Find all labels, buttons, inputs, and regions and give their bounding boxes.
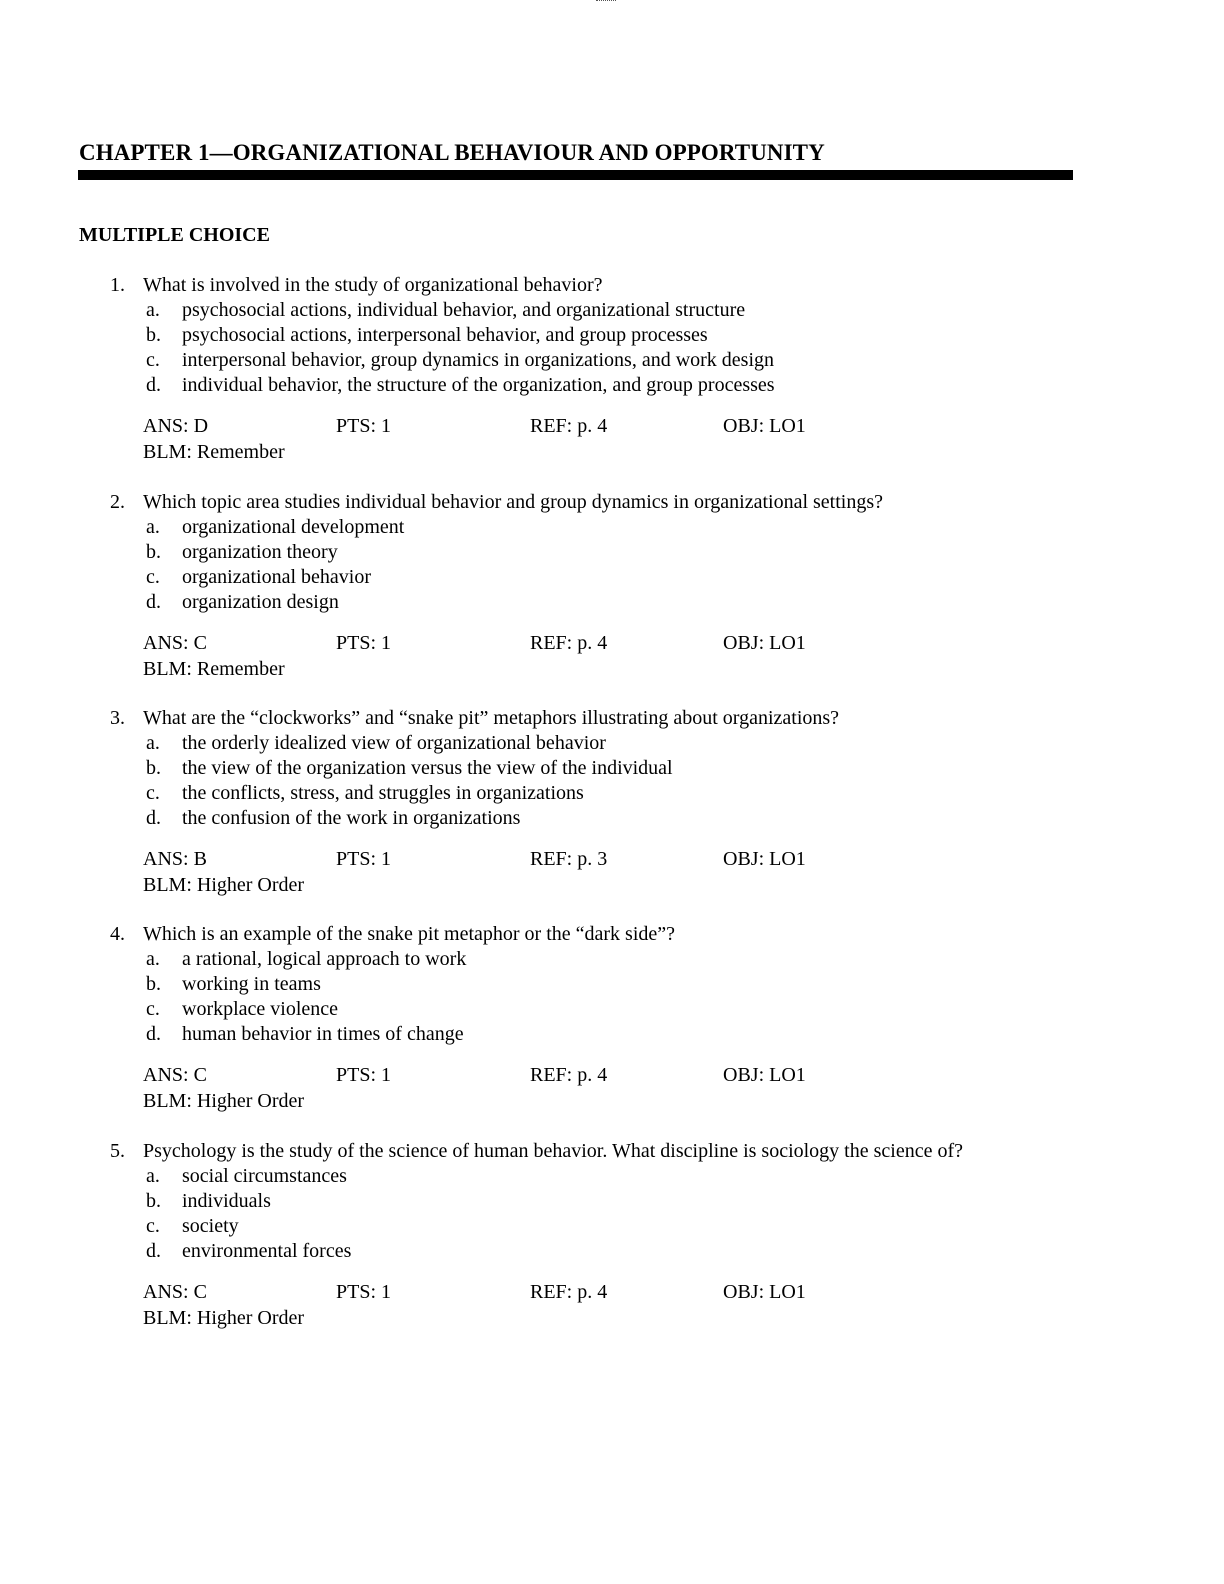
question-text: What is involved in the study of organizational behavior?: [143, 274, 603, 296]
answer-meta-row: [0, 413, 1224, 439]
answer-meta-row: [0, 1062, 1224, 1088]
learning-objective: OBJ: LO1: [723, 1064, 806, 1086]
choice-text: a rational, logical approach to work: [182, 948, 467, 970]
bloom-level: BLM: Higher Order: [143, 1307, 305, 1329]
points: PTS: 1: [336, 415, 392, 437]
question-stem: [0, 490, 1224, 515]
choice-letter: d.: [146, 1023, 161, 1045]
choice-b: [0, 756, 1224, 781]
choice-d: [0, 1022, 1224, 1047]
choice-text: organizational development: [182, 516, 405, 538]
choice-a: [0, 298, 1224, 323]
choice-letter: b.: [146, 1190, 161, 1212]
question-stem: [0, 273, 1224, 298]
choice-d: [0, 590, 1224, 615]
choice-letter: a.: [146, 1165, 160, 1187]
choice-letter: d.: [146, 1240, 161, 1262]
question-4: [0, 922, 1224, 1114]
bloom-row: [0, 1305, 1224, 1331]
question-number: 2.: [110, 491, 125, 513]
points: PTS: 1: [336, 1281, 392, 1303]
choice-text: the orderly idealized view of organizational behavior: [182, 732, 606, 754]
question-number: 1.: [110, 274, 125, 296]
question-stem: [0, 706, 1224, 731]
choice-b: [0, 540, 1224, 565]
choice-letter: b.: [146, 973, 161, 995]
title-rule: [78, 170, 1073, 180]
choice-text: the confusion of the work in organizations: [182, 807, 521, 829]
choice-d: [0, 806, 1224, 831]
answer-key: ANS: C: [143, 1064, 207, 1086]
page-top-mark: [596, 0, 616, 3]
bloom-row: [0, 439, 1224, 465]
choice-text: human behavior in times of change: [182, 1023, 464, 1045]
points: PTS: 1: [336, 632, 392, 654]
page-reference: REF: p. 4: [530, 632, 608, 654]
question-text: What are the “clockworks” and “snake pit” metaphors illustrating about organizations?: [143, 707, 840, 729]
choice-letter: a.: [146, 299, 160, 321]
choice-letter: b.: [146, 541, 161, 563]
question-3: [0, 706, 1224, 898]
choice-letter: a.: [146, 948, 160, 970]
choice-text: the view of the organization versus the view of the individual: [182, 757, 673, 779]
choice-text: environmental forces: [182, 1240, 352, 1262]
question-text: Psychology is the study of the science of human behavior. What discipline is sociology the science of?: [143, 1140, 963, 1162]
points: PTS: 1: [336, 848, 392, 870]
choice-letter: a.: [146, 732, 160, 754]
question-2: [0, 490, 1224, 682]
choice-letter: c.: [146, 1215, 160, 1237]
choice-text: society: [182, 1215, 239, 1237]
choice-letter: d.: [146, 374, 161, 396]
answer-meta-row: [0, 846, 1224, 872]
learning-objective: OBJ: LO1: [723, 632, 806, 654]
choice-text: organizational behavior: [182, 566, 372, 588]
question-text: Which is an example of the snake pit metaphor or the “dark side”?: [143, 923, 676, 945]
choice-letter: d.: [146, 807, 161, 829]
bloom-row: [0, 1088, 1224, 1114]
question-1: [0, 273, 1224, 465]
choice-text: individual behavior, the structure of the organization, and group processes: [182, 374, 775, 396]
points: PTS: 1: [336, 1064, 392, 1086]
choice-letter: d.: [146, 591, 161, 613]
choice-c: [0, 781, 1224, 806]
bloom-level: BLM: Higher Order: [143, 874, 305, 896]
choice-text: social circumstances: [182, 1165, 347, 1187]
choice-c: [0, 565, 1224, 590]
choice-c: [0, 348, 1224, 373]
choice-c: [0, 997, 1224, 1022]
choice-b: [0, 1189, 1224, 1214]
choice-c: [0, 1214, 1224, 1239]
answer-key: ANS: B: [143, 848, 207, 870]
choice-a: [0, 731, 1224, 756]
choice-letter: c.: [146, 998, 160, 1020]
answer-meta-row: [0, 630, 1224, 656]
choice-d: [0, 1239, 1224, 1264]
question-number: 3.: [110, 707, 125, 729]
page-reference: REF: p. 3: [530, 848, 608, 870]
bloom-row: [0, 656, 1224, 682]
answer-key: ANS: D: [143, 415, 209, 437]
choice-a: [0, 1164, 1224, 1189]
choice-text: the conflicts, stress, and struggles in organizations: [182, 782, 584, 804]
choice-text: workplace violence: [182, 998, 339, 1020]
choice-a: [0, 947, 1224, 972]
answer-key: ANS: C: [143, 1281, 207, 1303]
question-5: [0, 1139, 1224, 1331]
section-heading: MULTIPLE CHOICE: [79, 224, 270, 246]
choice-text: psychosocial actions, interpersonal behavior, and group processes: [182, 324, 708, 346]
choice-text: individuals: [182, 1190, 271, 1212]
choice-text: organization design: [182, 591, 339, 613]
answer-key: ANS: C: [143, 632, 207, 654]
choice-d: [0, 373, 1224, 398]
page-reference: REF: p. 4: [530, 415, 608, 437]
choice-letter: b.: [146, 324, 161, 346]
question-stem: [0, 1139, 1224, 1164]
learning-objective: OBJ: LO1: [723, 415, 806, 437]
choice-b: [0, 972, 1224, 997]
choice-text: organization theory: [182, 541, 338, 563]
choice-letter: c.: [146, 349, 160, 371]
bloom-level: BLM: Remember: [143, 441, 285, 463]
answer-meta-row: [0, 1279, 1224, 1305]
choice-letter: c.: [146, 566, 160, 588]
choice-letter: c.: [146, 782, 160, 804]
choice-b: [0, 323, 1224, 348]
bloom-row: [0, 872, 1224, 898]
bloom-level: BLM: Higher Order: [143, 1090, 305, 1112]
choice-text: psychosocial actions, individual behavior, and organizational structure: [182, 299, 746, 321]
question-number: 4.: [110, 923, 125, 945]
question-number: 5.: [110, 1140, 125, 1162]
question-text: Which topic area studies individual behavior and group dynamics in organizational settings?: [143, 491, 883, 513]
bloom-level: BLM: Remember: [143, 658, 285, 680]
choice-text: working in teams: [182, 973, 321, 995]
page-reference: REF: p. 4: [530, 1064, 608, 1086]
learning-objective: OBJ: LO1: [723, 848, 806, 870]
choice-letter: a.: [146, 516, 160, 538]
choice-a: [0, 515, 1224, 540]
choice-text: interpersonal behavior, group dynamics in organizations, and work design: [182, 349, 775, 371]
choice-letter: b.: [146, 757, 161, 779]
chapter-title: CHAPTER 1—ORGANIZATIONAL BEHAVIOUR AND OPPORTUNITY: [79, 140, 825, 165]
page-reference: REF: p. 4: [530, 1281, 608, 1303]
learning-objective: OBJ: LO1: [723, 1281, 806, 1303]
question-stem: [0, 922, 1224, 947]
